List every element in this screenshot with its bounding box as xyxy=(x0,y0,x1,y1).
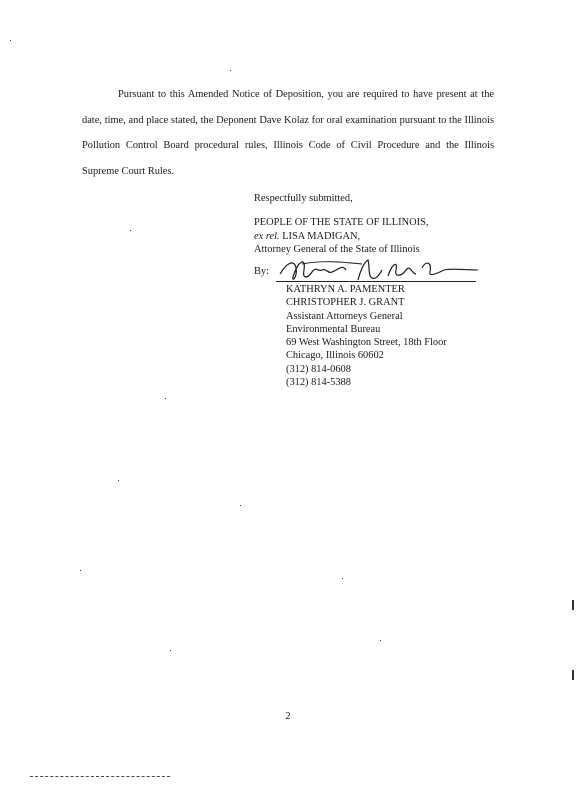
scan-speck xyxy=(380,640,381,641)
scan-speck xyxy=(118,480,119,481)
counsel-line: KATHRYN A. PAMENTER xyxy=(286,284,405,295)
ex-rel-name: LISA MADIGAN, xyxy=(282,230,361,242)
deposition-notice-paragraph: Pursuant to this Amended Notice of Deposition, you are required to have present at the date, time, and place stated, the Deponent Dave Kolaz for oral examination pursuant to the Illinois Pollution Control Board procedural rules, Illinois Code of Civil Procedure and the Illinois Supreme Court Rules. xyxy=(82,89,494,177)
scan-speck xyxy=(342,578,343,579)
attorney-general-title: Attorney General of the State of Illinois xyxy=(254,244,420,255)
counsel-line: 69 West Washington Street, 18th Floor xyxy=(286,337,447,349)
scan-speck xyxy=(230,70,231,71)
party-name: PEOPLE OF THE STATE OF ILLINOIS, xyxy=(254,217,429,228)
scan-speck xyxy=(165,398,166,399)
closing-salutation: Respectfully submitted, xyxy=(254,193,353,204)
scan-speck xyxy=(130,230,131,231)
footer-rule xyxy=(30,776,170,777)
counsel-block xyxy=(286,283,447,389)
counsel-line: Assistant Attorneys General xyxy=(286,310,403,322)
page-number: 2 xyxy=(285,711,291,722)
scan-speck xyxy=(10,40,11,41)
counsel-line: (312) 814-5388 xyxy=(286,377,351,389)
counsel-line: Chicago, Illinois 60602 xyxy=(286,350,384,362)
scan-speck xyxy=(572,600,574,610)
signature-line xyxy=(276,281,476,282)
ex-rel-prefix: ex rel. xyxy=(254,230,280,242)
counsel-line: Environmental Bureau xyxy=(286,323,381,335)
counsel-line: CHRISTOPHER J. GRANT xyxy=(286,297,405,309)
scan-speck xyxy=(80,570,81,571)
counsel-line: (312) 814-0608 xyxy=(286,363,351,375)
scan-speck xyxy=(240,505,241,506)
scan-speck xyxy=(572,670,574,680)
ex-rel-line xyxy=(254,230,428,244)
scan-speck xyxy=(170,650,171,651)
by-label: By: xyxy=(254,266,270,277)
